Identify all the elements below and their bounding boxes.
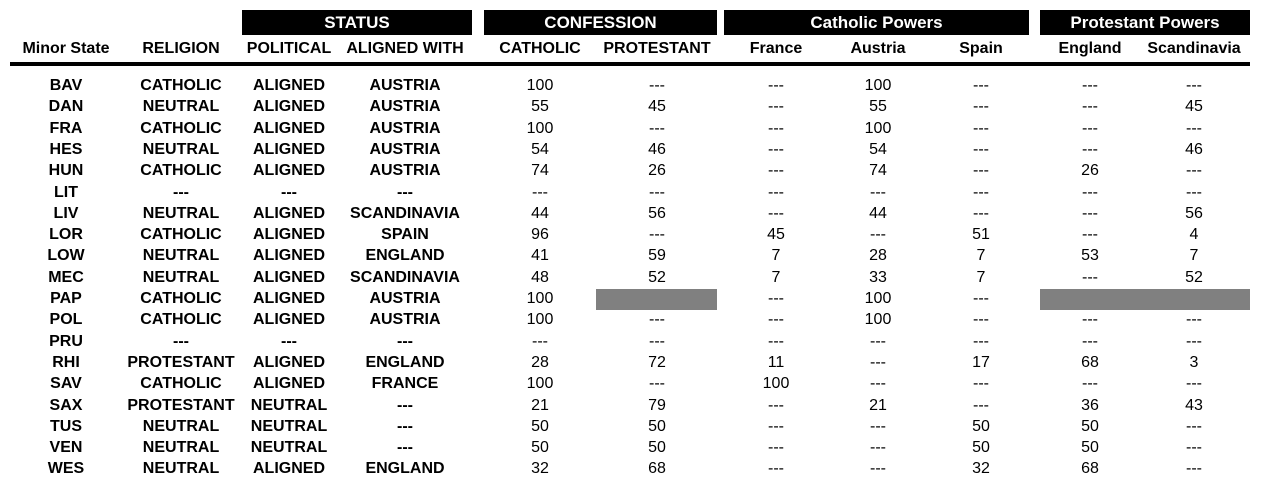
cell-catholic: ---	[532, 183, 548, 201]
cell-france: ---	[768, 396, 784, 414]
cell-minor-state: LOW	[47, 247, 85, 265]
cell-political: ALIGNED	[253, 204, 325, 222]
cell-religion: NEUTRAL	[142, 204, 220, 222]
cell-protestant: 50	[648, 417, 666, 435]
cell-minor-state: PRU	[49, 332, 83, 350]
cell-spain: 7	[976, 247, 986, 265]
cell-france: ---	[768, 140, 784, 158]
cell-religion: NEUTRAL	[142, 247, 220, 265]
cell-political: ALIGNED	[253, 311, 325, 329]
cell-political: NEUTRAL	[250, 417, 328, 435]
cell-religion: ---	[173, 332, 189, 350]
cell-spain: ---	[973, 375, 989, 393]
column-header-england: England	[1058, 40, 1122, 57]
cell-religion: PROTESTANT	[127, 353, 235, 371]
cell-austria: ---	[870, 332, 886, 350]
cell-england: ---	[1082, 226, 1098, 244]
cell-england: ---	[1082, 77, 1098, 94]
cell-catholic: 55	[531, 98, 549, 116]
column-header-spain: Spain	[959, 40, 1003, 57]
cell-austria: ---	[870, 460, 886, 478]
cell-aligned-with: AUSTRIA	[369, 77, 441, 94]
cell-france: ---	[768, 162, 784, 180]
cell-austria: 100	[864, 311, 892, 329]
cell-political: NEUTRAL	[250, 439, 328, 457]
cell-political: ALIGNED	[253, 290, 325, 307]
cell-scandinavia: ---	[1186, 183, 1202, 201]
cell-religion: ---	[173, 183, 189, 201]
cell-protestant: 79	[648, 396, 666, 414]
cell-protestant: 72	[648, 353, 666, 371]
cell-political: ALIGNED	[253, 353, 325, 371]
cell-england: ---	[1082, 119, 1098, 137]
cell-political: ALIGNED	[253, 268, 325, 286]
cell-scandinavia: 46	[1185, 140, 1203, 158]
cell-spain: ---	[973, 290, 989, 307]
group-header-protestant-powers: Protestant Powers	[1040, 10, 1250, 35]
group-header-confession: CONFESSION	[484, 10, 717, 35]
cell-france: 45	[767, 226, 785, 244]
cell-political: ---	[281, 183, 297, 201]
cell-catholic: 48	[531, 268, 549, 286]
cell-france: ---	[768, 204, 784, 222]
cell-spain: ---	[973, 119, 989, 137]
cell-political: ALIGNED	[253, 226, 325, 244]
cell-england: ---	[1082, 268, 1098, 286]
column-header-religion: RELIGION	[142, 40, 220, 57]
cell-spain: ---	[973, 98, 989, 116]
cell-france: ---	[768, 417, 784, 435]
cell-spain: 32	[972, 460, 990, 478]
cell-england: ---	[1082, 311, 1098, 329]
cell-minor-state: BAV	[49, 77, 83, 94]
cell-france: ---	[768, 439, 784, 457]
cell-catholic: 50	[531, 417, 549, 435]
cell-aligned-with: ENGLAND	[365, 460, 445, 478]
cell-england: ---	[1082, 332, 1098, 350]
cell-scandinavia: 7	[1189, 247, 1199, 265]
cell-protestant: ---	[649, 332, 665, 350]
cell-minor-state: SAX	[49, 396, 83, 414]
cell-protestant: 68	[648, 460, 666, 478]
cell-austria: ---	[870, 375, 886, 393]
cell-political: ALIGNED	[253, 77, 325, 94]
cell-minor-state: MEC	[48, 268, 84, 286]
cell-minor-state: POL	[49, 311, 83, 329]
cell-minor-state: VEN	[49, 439, 83, 457]
cell-scandinavia: 3	[1189, 353, 1199, 371]
cell-aligned-with: AUSTRIA	[369, 290, 441, 307]
cell-scandinavia: 56	[1185, 204, 1203, 222]
cell-france: ---	[768, 119, 784, 137]
cell-protestant: ---	[649, 77, 665, 94]
cell-austria: 100	[864, 290, 892, 307]
cell-austria: 55	[869, 98, 887, 116]
cell-austria: 100	[864, 77, 892, 94]
cell-minor-state: RHI	[52, 353, 80, 371]
cell-scandinavia: ---	[1186, 332, 1202, 350]
cell-aligned-with: AUSTRIA	[369, 311, 441, 329]
cell-spain: ---	[973, 77, 989, 94]
group-header-status: STATUS	[242, 10, 472, 35]
cell-england: 68	[1081, 353, 1099, 371]
column-header-france: France	[749, 40, 803, 57]
cell-france: ---	[768, 311, 784, 329]
cell-austria: ---	[870, 183, 886, 201]
column-header-protestant: PROTESTANT	[603, 40, 711, 57]
cell-scandinavia: 52	[1185, 268, 1203, 286]
cell-england: 53	[1081, 247, 1099, 265]
cell-england: 36	[1081, 396, 1099, 414]
cell-spain: ---	[973, 204, 989, 222]
cell-religion: NEUTRAL	[142, 417, 220, 435]
cell-minor-state: LOR	[49, 226, 83, 244]
cell-aligned-with: ---	[397, 332, 413, 350]
shaded-cell	[596, 289, 717, 310]
cell-austria: 33	[869, 268, 887, 286]
cell-scandinavia: 45	[1185, 98, 1203, 116]
cell-scandinavia: ---	[1186, 119, 1202, 137]
cell-political: ALIGNED	[253, 162, 325, 180]
cell-austria: 28	[869, 247, 887, 265]
column-header-aligned-with: ALIGNED WITH	[346, 40, 464, 57]
cell-england: ---	[1082, 183, 1098, 201]
cell-protestant: 50	[648, 439, 666, 457]
cell-catholic: 21	[531, 396, 549, 414]
cell-scandinavia: ---	[1186, 162, 1202, 180]
cell-aligned-with: ---	[397, 396, 413, 414]
cell-religion: CATHOLIC	[140, 375, 222, 393]
cell-france: ---	[768, 183, 784, 201]
cell-catholic: 50	[531, 439, 549, 457]
cell-spain: ---	[973, 140, 989, 158]
cell-protestant: ---	[649, 119, 665, 137]
cell-aligned-with: FRANCE	[371, 375, 439, 393]
cell-spain: 7	[976, 268, 986, 286]
cell-political: ALIGNED	[253, 119, 325, 137]
cell-england: 26	[1081, 162, 1099, 180]
cell-protestant: ---	[649, 311, 665, 329]
cell-spain: 17	[972, 353, 990, 371]
cell-religion: NEUTRAL	[142, 439, 220, 457]
cell-austria: 74	[869, 162, 887, 180]
cell-scandinavia: ---	[1186, 375, 1202, 393]
cell-protestant: 45	[648, 98, 666, 116]
cell-spain: 50	[972, 417, 990, 435]
cell-austria: 44	[869, 204, 887, 222]
column-header-political: POLITICAL	[246, 40, 332, 57]
cell-minor-state: HES	[49, 140, 83, 158]
cell-protestant: 56	[648, 204, 666, 222]
cell-austria: ---	[870, 439, 886, 457]
cell-spain: 50	[972, 439, 990, 457]
cell-aligned-with: AUSTRIA	[369, 119, 441, 137]
cell-religion: CATHOLIC	[140, 119, 222, 137]
cell-england: 68	[1081, 460, 1099, 478]
shaded-cell	[1040, 289, 1250, 310]
cell-political: ---	[281, 332, 297, 350]
cell-religion: CATHOLIC	[140, 290, 222, 307]
cell-austria: ---	[870, 226, 886, 244]
cell-religion: CATHOLIC	[140, 77, 222, 94]
cell-catholic: 41	[531, 247, 549, 265]
cell-england: ---	[1082, 375, 1098, 393]
cell-minor-state: HUN	[48, 162, 84, 180]
cell-political: ALIGNED	[253, 98, 325, 116]
cell-france: ---	[768, 290, 784, 307]
cell-spain: ---	[973, 332, 989, 350]
cell-catholic: 44	[531, 204, 549, 222]
cell-aligned-with: ENGLAND	[365, 353, 445, 371]
cell-england: ---	[1082, 140, 1098, 158]
cell-scandinavia: ---	[1186, 311, 1202, 329]
cell-england: 50	[1081, 417, 1099, 435]
cell-minor-state: WES	[47, 460, 85, 478]
cell-minor-state: PAP	[50, 290, 82, 307]
cell-aligned-with: SCANDINAVIA	[350, 204, 460, 222]
cell-catholic: 100	[526, 290, 554, 307]
cell-france: ---	[768, 98, 784, 116]
cell-scandinavia: 43	[1185, 396, 1203, 414]
cell-political: ALIGNED	[253, 375, 325, 393]
cell-scandinavia: ---	[1186, 460, 1202, 478]
cell-catholic: 54	[531, 140, 549, 158]
cell-england: 50	[1081, 439, 1099, 457]
cell-aligned-with: ENGLAND	[365, 247, 445, 265]
cell-aligned-with: SCANDINAVIA	[350, 268, 460, 286]
cell-political: NEUTRAL	[250, 396, 328, 414]
cell-aligned-with: AUSTRIA	[369, 140, 441, 158]
cell-austria: ---	[870, 353, 886, 371]
cell-political: ALIGNED	[253, 460, 325, 478]
cell-religion: CATHOLIC	[140, 226, 222, 244]
cell-protestant: ---	[649, 375, 665, 393]
cell-austria: 100	[864, 119, 892, 137]
cell-protestant: 52	[648, 268, 666, 286]
column-header-catholic: CATHOLIC	[499, 40, 581, 57]
column-header-austria: Austria	[850, 40, 906, 57]
cell-political: ALIGNED	[253, 140, 325, 158]
cell-aligned-with: ---	[397, 439, 413, 457]
header-rule	[10, 62, 1250, 66]
cell-protestant: ---	[649, 183, 665, 201]
cell-aligned-with: AUSTRIA	[369, 98, 441, 116]
cell-religion: NEUTRAL	[142, 140, 220, 158]
cell-catholic: 100	[526, 119, 554, 137]
cell-aligned-with: AUSTRIA	[369, 162, 441, 180]
cell-minor-state: DAN	[48, 98, 84, 116]
cell-catholic: 28	[531, 353, 549, 371]
cell-austria: 54	[869, 140, 887, 158]
cell-political: ALIGNED	[253, 247, 325, 265]
cell-scandinavia: 4	[1189, 226, 1199, 244]
cell-catholic: 74	[531, 162, 549, 180]
cell-scandinavia: ---	[1186, 417, 1202, 435]
cell-spain: ---	[973, 396, 989, 414]
cell-religion: CATHOLIC	[140, 311, 222, 329]
cell-spain: ---	[973, 183, 989, 201]
cell-spain: ---	[973, 311, 989, 329]
cell-austria: ---	[870, 417, 886, 435]
cell-catholic: 100	[526, 311, 554, 329]
cell-religion: CATHOLIC	[140, 162, 222, 180]
cell-france: 11	[767, 353, 785, 371]
cell-minor-state: FRA	[49, 119, 83, 137]
cell-religion: NEUTRAL	[142, 268, 220, 286]
column-header-minor-state: Minor State	[22, 40, 110, 57]
cell-minor-state: LIV	[53, 204, 79, 222]
cell-catholic: ---	[532, 332, 548, 350]
cell-catholic: 32	[531, 460, 549, 478]
cell-france: ---	[768, 77, 784, 94]
group-header-catholic-powers: Catholic Powers	[724, 10, 1029, 35]
cell-religion: PROTESTANT	[127, 396, 235, 414]
cell-france: 100	[762, 375, 790, 393]
cell-france: ---	[768, 460, 784, 478]
column-header-scandinavia: Scandinavia	[1147, 40, 1241, 57]
cell-protestant: ---	[649, 226, 665, 244]
cell-protestant: 59	[648, 247, 666, 265]
cell-protestant: 46	[648, 140, 666, 158]
cell-catholic: 100	[526, 77, 554, 94]
cell-france: 7	[771, 268, 781, 286]
cell-scandinavia: ---	[1186, 439, 1202, 457]
cell-catholic: 100	[526, 375, 554, 393]
cell-france: 7	[771, 247, 781, 265]
cell-aligned-with: ---	[397, 417, 413, 435]
cell-austria: 21	[869, 396, 887, 414]
cell-minor-state: LIT	[54, 183, 78, 201]
cell-minor-state: SAV	[50, 375, 82, 393]
cell-scandinavia: ---	[1186, 77, 1202, 94]
cell-england: ---	[1082, 204, 1098, 222]
cell-aligned-with: SPAIN	[381, 226, 429, 244]
cell-religion: NEUTRAL	[142, 98, 220, 116]
cell-spain: 51	[972, 226, 990, 244]
cell-minor-state: TUS	[50, 417, 82, 435]
cell-spain: ---	[973, 162, 989, 180]
cell-protestant: 26	[648, 162, 666, 180]
cell-religion: NEUTRAL	[142, 460, 220, 478]
cell-catholic: 96	[531, 226, 549, 244]
cell-aligned-with: ---	[397, 183, 413, 201]
cell-england: ---	[1082, 98, 1098, 116]
cell-france: ---	[768, 332, 784, 350]
